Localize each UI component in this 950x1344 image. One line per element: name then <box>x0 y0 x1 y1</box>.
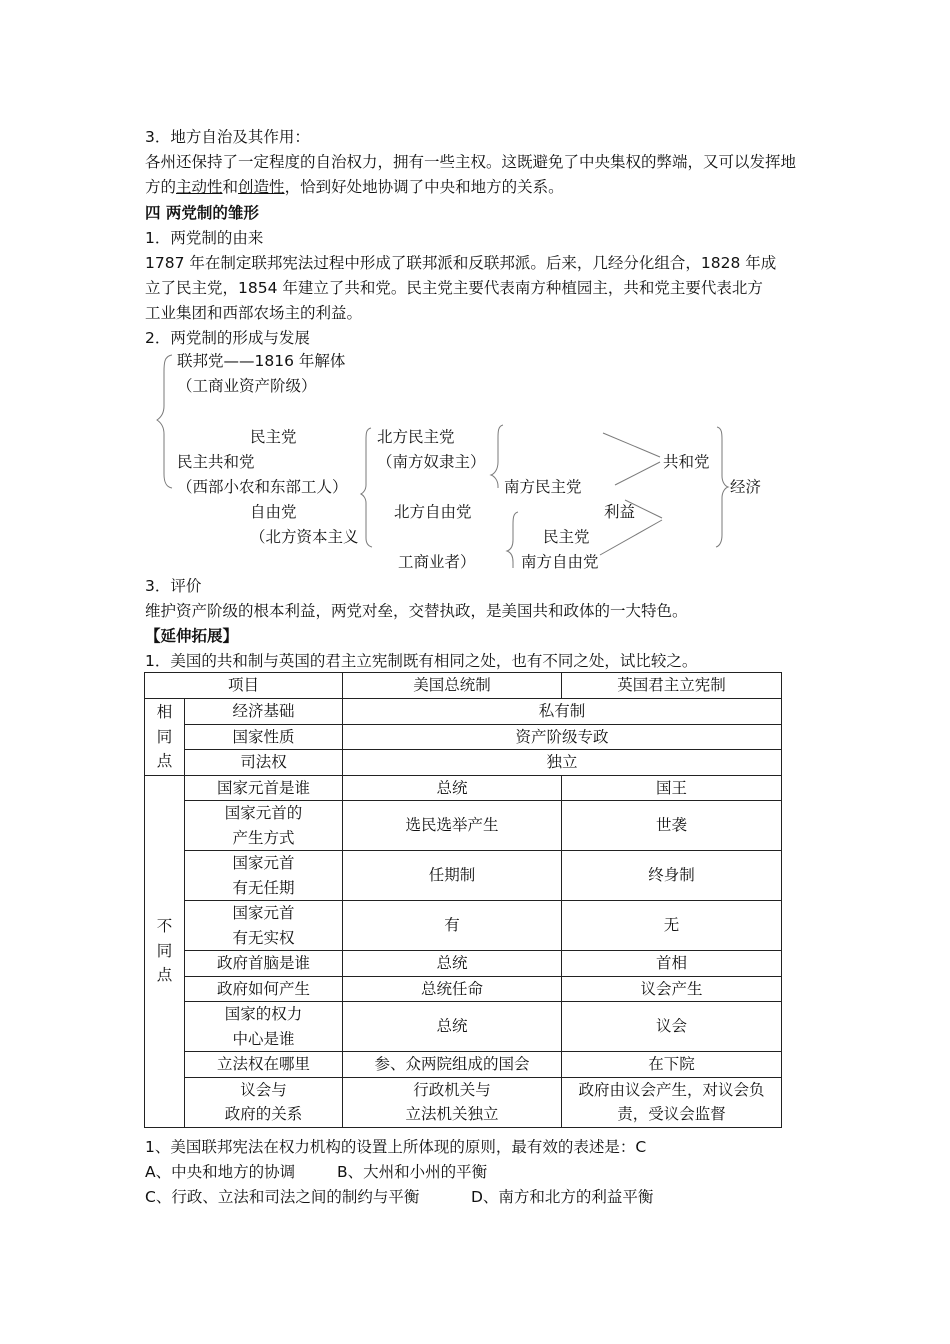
diff-us: 行政机关与 立法机关独立 <box>343 1077 562 1127</box>
exercise-option-d: D、南方和北方的利益平衡 <box>471 1188 654 1206</box>
diagram-south-slave: （南方奴隶主） <box>377 453 486 471</box>
diff-us: 总统任命 <box>343 976 562 1002</box>
eval-text: 维护资产阶级的根本利益，两党对垒，交替执政，是美国共和政体的一大特色。 <box>145 602 688 620</box>
diff-item: 政府如何产生 <box>185 976 343 1002</box>
diff-item: 国家元首 有无任期 <box>185 851 343 901</box>
exercise-question: 1、美国联邦宪法在权力机构的设置上所体现的原则，最有效的表述是：C <box>145 1138 647 1156</box>
same-value: 私有制 <box>343 699 782 725</box>
diagram-west-east: （西部小农和东部工人） <box>177 478 348 496</box>
section4-sub2: 2．两党制的形成与发展 <box>145 329 310 347</box>
section4-sub1: 1．两党制的由来 <box>145 229 264 247</box>
table-row <box>145 750 782 776</box>
arrow-line-lower <box>615 462 660 485</box>
header-uk: 英国君主立宪制 <box>562 673 782 699</box>
diff-uk: 终身制 <box>562 851 782 901</box>
diagram-south-democrat: 南方民主党 <box>504 478 582 496</box>
table-row <box>145 801 782 851</box>
diff-item: 政府首脑是谁 <box>185 951 343 977</box>
exercise-option-c: C、行政、立法和司法之间的制约与平衡 <box>145 1188 420 1206</box>
diff-us: 任期制 <box>343 851 562 901</box>
south-brace <box>491 425 503 488</box>
middle-brace <box>361 428 372 547</box>
diagram-business: 工商业者） <box>398 553 476 571</box>
underlined-creativity: 创造性 <box>238 178 285 196</box>
same-value: 资产阶级专政 <box>343 724 782 750</box>
diff-item: 立法权在哪里 <box>185 1052 343 1078</box>
diagram-democrat: 民主党 <box>250 428 297 446</box>
exercise-option-a: A、中央和地方的协调 <box>145 1163 296 1181</box>
diagram-liberty: 自由党 <box>250 503 297 521</box>
table-row <box>145 1052 782 1078</box>
same-item: 经济基础 <box>185 699 343 725</box>
arrow-line-upper <box>603 433 660 457</box>
diff-us: 总统 <box>343 775 562 801</box>
diagram-democrat-2: 民主党 <box>543 528 590 546</box>
table-row <box>145 699 782 725</box>
diagram-south-liberty: 南方自由党 <box>521 553 599 571</box>
diff-points-label: 不 同 点 <box>145 775 185 1127</box>
diff-uk: 政府由议会产生，对议会负 责，受议会监督 <box>562 1077 782 1127</box>
eval-heading: 3．评价 <box>145 577 202 595</box>
diff-uk: 议会 <box>562 1002 782 1052</box>
diff-us: 参、众两院组成的国会 <box>343 1052 562 1078</box>
diagram-interest: 利益 <box>604 503 636 521</box>
comparison-table <box>144 672 782 1128</box>
diagram-economy: 经济 <box>730 478 762 496</box>
table-row <box>145 775 782 801</box>
diagram-federalist-class: （工商业资产阶级） <box>177 377 317 395</box>
left-brace <box>157 355 172 488</box>
table-row <box>145 976 782 1002</box>
diff-uk: 无 <box>562 901 782 951</box>
section4-para1-line3: 工业集团和西部农场主的利益。 <box>145 304 363 322</box>
section4-heading: 四 两党制的雏形 <box>145 204 259 222</box>
section3-heading: 3．地方自治及其作用： <box>145 128 310 146</box>
diagram-north-liberty: 北方自由党 <box>394 503 472 521</box>
table-header-row <box>145 673 782 699</box>
extension-heading: 【延伸拓展】 <box>145 627 239 645</box>
right-brace <box>716 427 728 547</box>
diagram-republican: 共和党 <box>663 453 710 471</box>
table-row <box>145 851 782 901</box>
diff-item: 国家元首的 产生方式 <box>185 801 343 851</box>
diff-item: 国家的权力 中心是谁 <box>185 1002 343 1052</box>
diff-us: 有 <box>343 901 562 951</box>
diff-uk: 在下院 <box>562 1052 782 1078</box>
table-row <box>145 901 782 951</box>
diagram-dem-republican: 民主共和党 <box>177 453 255 471</box>
diff-uk: 世袭 <box>562 801 782 851</box>
table-row <box>145 1077 782 1127</box>
same-points-label: 相 同 点 <box>145 699 185 776</box>
table-row <box>145 724 782 750</box>
section4-para1-line1: 1787 年在制定联邦宪法过程中形成了联邦派和反联邦派。后来，几经分化组合，1828 年成 <box>145 254 777 272</box>
header-us: 美国总统制 <box>343 673 562 699</box>
lower-brace <box>507 512 518 568</box>
same-item: 国家性质 <box>185 724 343 750</box>
arrow-line-benefit-lower <box>600 520 662 555</box>
diff-us: 总统 <box>343 951 562 977</box>
diff-item: 国家元首是谁 <box>185 775 343 801</box>
header-item: 项目 <box>145 673 343 699</box>
diff-uk: 国王 <box>562 775 782 801</box>
exercise-option-b: B、大州和小州的平衡 <box>337 1163 488 1181</box>
extension-question: 1．美国的共和制与英国的君主立宪制既有相同之处，也有不同之处，试比较之。 <box>145 652 698 670</box>
diagram-north-capital: （北方资本主义 <box>250 528 359 546</box>
section3-paragraph: 各州还保持了一定程度的自治权力，拥有一些主权。这既避免了中央集权的弊端，又可以发挥地方的主动性和创造性，恰到好处地协调了中央和地方的关系。 <box>145 153 797 196</box>
diff-item: 议会与 政府的关系 <box>185 1077 343 1127</box>
diagram-federalist: 联邦党——1816 年解体 <box>177 352 346 370</box>
diagram-north-democrat: 北方民主党 <box>377 428 455 446</box>
section4-para1-line2: 立了民主党，1854 年建立了共和党。民主党主要代表南方种植园主，共和党主要代表北方 <box>145 279 763 297</box>
same-item: 司法权 <box>185 750 343 776</box>
table-row <box>145 951 782 977</box>
diff-uk: 首相 <box>562 951 782 977</box>
diff-uk: 议会产生 <box>562 976 782 1002</box>
underlined-initiative: 主动性 <box>176 178 223 196</box>
same-value: 独立 <box>343 750 782 776</box>
diff-item: 国家元首 有无实权 <box>185 901 343 951</box>
table-row <box>145 1002 782 1052</box>
diff-us: 选民选举产生 <box>343 801 562 851</box>
diff-us: 总统 <box>343 1002 562 1052</box>
